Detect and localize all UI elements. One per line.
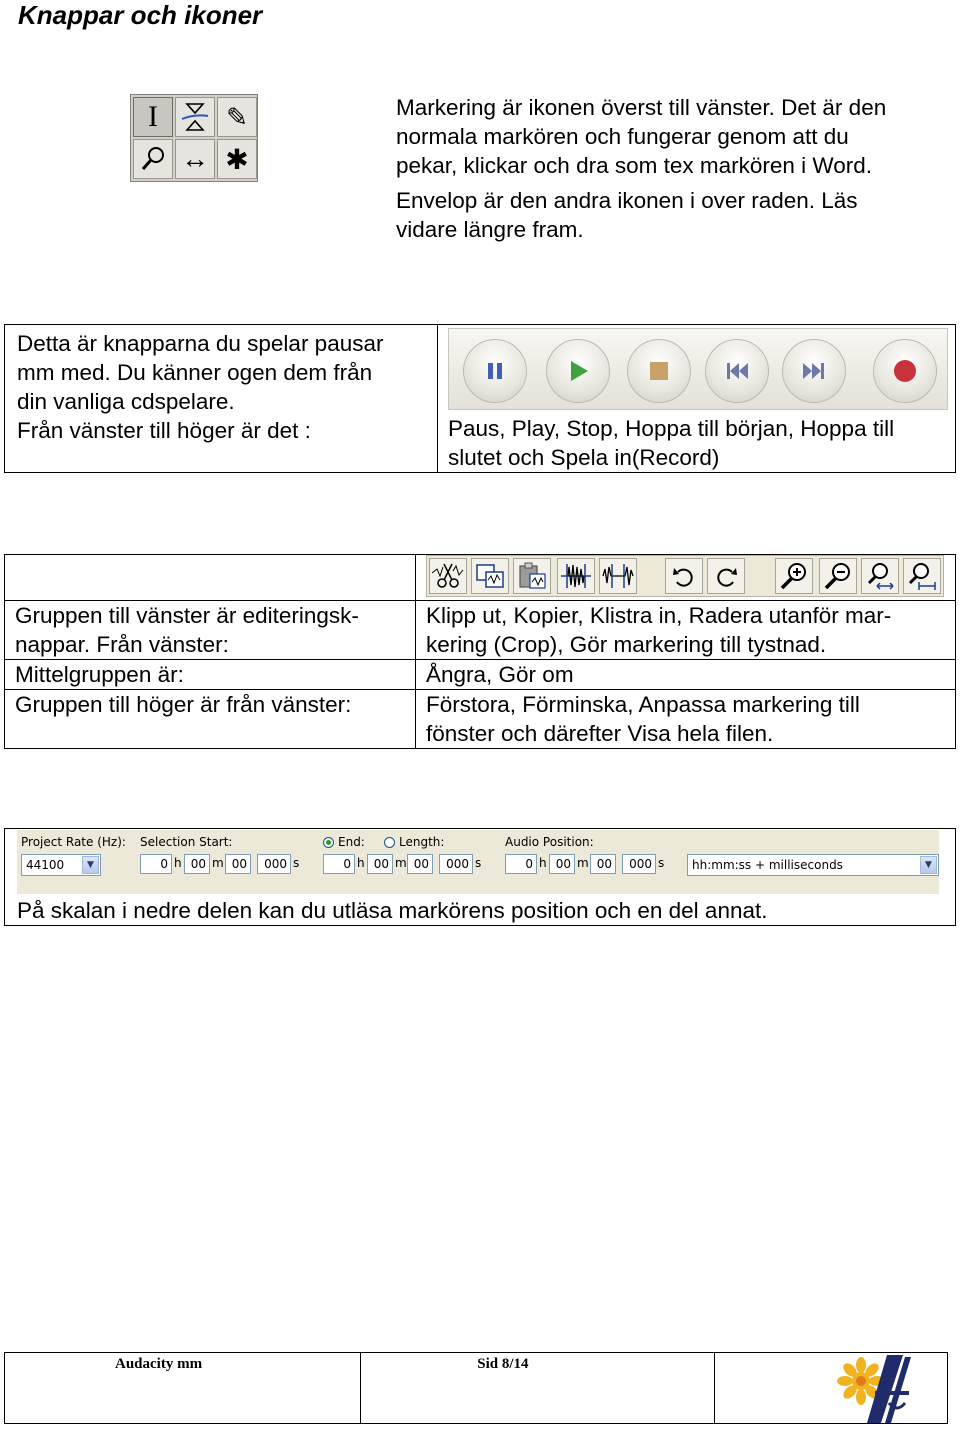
time-format-select[interactable] <box>687 854 939 876</box>
zoom-in-icon <box>779 561 809 591</box>
transport-description-cell <box>5 325 438 473</box>
edit-group-middle-answer-cell <box>416 660 956 690</box>
edit-left-line: Mittelgruppen är: <box>15 662 184 687</box>
seconds-unit: s <box>658 856 665 870</box>
fit-selection-button[interactable] <box>861 558 899 594</box>
stop-icon <box>648 360 670 382</box>
hours-unit: h <box>539 856 547 870</box>
project-rate-value: 44100 <box>26 858 65 872</box>
edit-right-line: fönster och därefter Visa hela filen. <box>426 721 774 746</box>
project-rate-select[interactable] <box>21 854 101 876</box>
edit-group-left-cell <box>5 601 416 660</box>
start-ms-field[interactable]: 000 <box>257 854 291 874</box>
magnifier-icon <box>139 145 167 173</box>
edit-toolbar-cell <box>416 555 956 601</box>
minutes-unit: m <box>212 856 224 870</box>
seconds-unit: s <box>293 856 300 870</box>
selection-bar-table <box>4 828 956 926</box>
start-seconds-field[interactable]: 00 <box>225 854 251 874</box>
record-button[interactable] <box>873 339 937 403</box>
skip-start-button[interactable] <box>705 339 769 403</box>
selection-toolbar <box>17 830 939 894</box>
fit-selection-icon <box>865 561 895 591</box>
cut-icon <box>432 561 464 591</box>
length-label: Length: <box>399 835 445 849</box>
transport-line: Detta är knapparna du spelar pausar <box>17 331 384 356</box>
record-icon <box>892 358 918 384</box>
page-title: Knappar och ikoner <box>18 0 263 30</box>
edit-left-line: nappar. Från vänster: <box>15 632 229 657</box>
redo-button[interactable] <box>707 558 745 594</box>
draw-tool-button[interactable] <box>217 97 257 137</box>
cut-button[interactable] <box>429 558 467 594</box>
trim-button[interactable] <box>557 558 595 594</box>
footer-page-number: Sid 8/14 <box>477 1356 529 1372</box>
seconds-unit: s <box>475 856 482 870</box>
transport-table <box>4 324 956 473</box>
edit-right-line: Klipp ut, Kopier, Klistra in, Radera utanför mar- <box>426 603 892 628</box>
edit-toolbar-table <box>4 554 956 749</box>
transport-line: din vanliga cdspelare. <box>17 389 235 414</box>
envelope-tool-button[interactable] <box>175 97 215 137</box>
position-minutes-field[interactable]: 00 <box>549 854 575 874</box>
intro-line: normala markören och fungerar genom att du <box>396 124 849 149</box>
end-hours-field[interactable]: 0 <box>323 854 355 874</box>
i-beam-icon: I <box>148 100 158 133</box>
intro-line: Envelop är den andra ikonen i over raden. Läs <box>396 188 858 213</box>
transport-answer-line: Paus, Play, Stop, Hoppa till början, Hoppa till <box>448 416 895 441</box>
transport-line: Från vänster till höger är det : <box>17 418 311 443</box>
edit-toolbar <box>426 555 944 597</box>
position-seconds-field[interactable]: 00 <box>590 854 616 874</box>
end-minutes-field[interactable]: 00 <box>367 854 393 874</box>
position-hours-field[interactable]: 0 <box>505 854 537 874</box>
paste-icon <box>516 561 548 591</box>
pencil-icon: ✎ <box>226 101 248 132</box>
intro-paragraph <box>396 93 946 244</box>
timeshift-tool-button[interactable] <box>175 139 215 179</box>
end-seconds-field[interactable]: 00 <box>407 854 433 874</box>
edit-group-right-cell <box>5 690 416 749</box>
intro-line: pekar, klickar och dra som tex markören i Word. <box>396 153 873 178</box>
hours-unit: h <box>174 856 182 870</box>
end-radio[interactable] <box>323 837 334 848</box>
zoom-in-button[interactable] <box>775 558 813 594</box>
fit-project-icon <box>907 561 937 591</box>
zoom-out-icon <box>823 561 853 591</box>
transport-line: mm med. Du känner ogen dem från <box>17 360 373 385</box>
silence-button[interactable] <box>599 558 637 594</box>
pause-button[interactable] <box>463 339 527 403</box>
trim-icon <box>560 561 592 591</box>
position-ms-field[interactable]: 000 <box>622 854 656 874</box>
edit-left-line: Gruppen till vänster är editeringsk- <box>15 603 359 628</box>
pause-icon <box>484 360 506 382</box>
copy-button[interactable] <box>471 558 509 594</box>
zoom-out-button[interactable] <box>819 558 857 594</box>
intro-line: vidare längre fram. <box>396 217 584 242</box>
skip-start-icon <box>725 360 749 382</box>
hours-unit: h <box>357 856 365 870</box>
end-label: End: <box>338 835 365 849</box>
selection-bar-caption: På skalan i nedre delen kan du utläsa markörens position och en del annat. <box>17 898 768 923</box>
minutes-unit: m <box>577 856 589 870</box>
fit-project-button[interactable] <box>903 558 941 594</box>
intro-line: Markering är ikonen överst till vänster. Det är den <box>396 95 887 120</box>
edit-group-middle-cell <box>5 660 416 690</box>
double-arrow-icon: ↔ <box>181 143 209 174</box>
chevron-down-icon: ▼ <box>920 856 937 874</box>
envelope-icon <box>180 101 210 133</box>
edit-table-empty-cell <box>5 555 416 601</box>
length-radio[interactable] <box>384 837 395 848</box>
undo-icon <box>671 563 697 589</box>
edit-right-line: Förstora, Förminska, Anpassa markering till <box>426 692 860 717</box>
project-rate-label: Project Rate (Hz): <box>21 835 126 849</box>
edit-left-line: Gruppen till höger är från vänster: <box>15 692 352 717</box>
minutes-unit: m <box>395 856 407 870</box>
footer-left-cell <box>5 1353 361 1424</box>
transport-answer-line: slutet och Spela in(Record) <box>448 445 720 470</box>
footer-doc-title: Audacity mm <box>115 1356 203 1372</box>
edit-group-right-answer-cell <box>416 690 956 749</box>
redo-icon <box>713 563 739 589</box>
skip-end-icon <box>802 360 826 382</box>
skip-end-button[interactable] <box>782 339 846 403</box>
copy-icon <box>474 561 506 591</box>
selection-start-label: Selection Start: <box>140 835 233 849</box>
end-ms-field[interactable]: 000 <box>439 854 473 874</box>
silence-icon <box>602 561 634 591</box>
footer-logo-cell <box>715 1353 948 1424</box>
edit-right-line: kering (Crop), Gör markering till tystnad. <box>426 632 827 657</box>
asterisk-icon: ✱ <box>225 143 249 175</box>
tool-palette <box>130 94 258 182</box>
flower-logo-icon <box>827 1353 947 1423</box>
undo-button[interactable] <box>665 558 703 594</box>
start-hours-field[interactable]: 0 <box>140 854 172 874</box>
chevron-down-icon: ▼ <box>82 856 99 874</box>
selection-tool-button[interactable] <box>133 97 173 137</box>
edit-group-left-answer-cell <box>416 601 956 660</box>
multi-tool-button[interactable] <box>217 139 257 179</box>
zoom-tool-button[interactable] <box>133 139 173 179</box>
stop-button[interactable] <box>627 339 691 403</box>
transport-buttons-cell <box>438 325 956 473</box>
start-minutes-field[interactable]: 00 <box>184 854 210 874</box>
footer-center-cell <box>361 1353 715 1424</box>
page-footer <box>4 1352 948 1424</box>
transport-toolbar <box>448 328 948 410</box>
play-icon <box>566 359 590 383</box>
time-format-value: hh:mm:ss + milliseconds <box>692 858 843 872</box>
audio-position-label: Audio Position: <box>505 835 594 849</box>
selection-bar-cell <box>5 829 956 926</box>
play-button[interactable] <box>546 339 610 403</box>
paste-button[interactable] <box>513 558 551 594</box>
edit-right-line: Ångra, Gör om <box>426 662 574 687</box>
